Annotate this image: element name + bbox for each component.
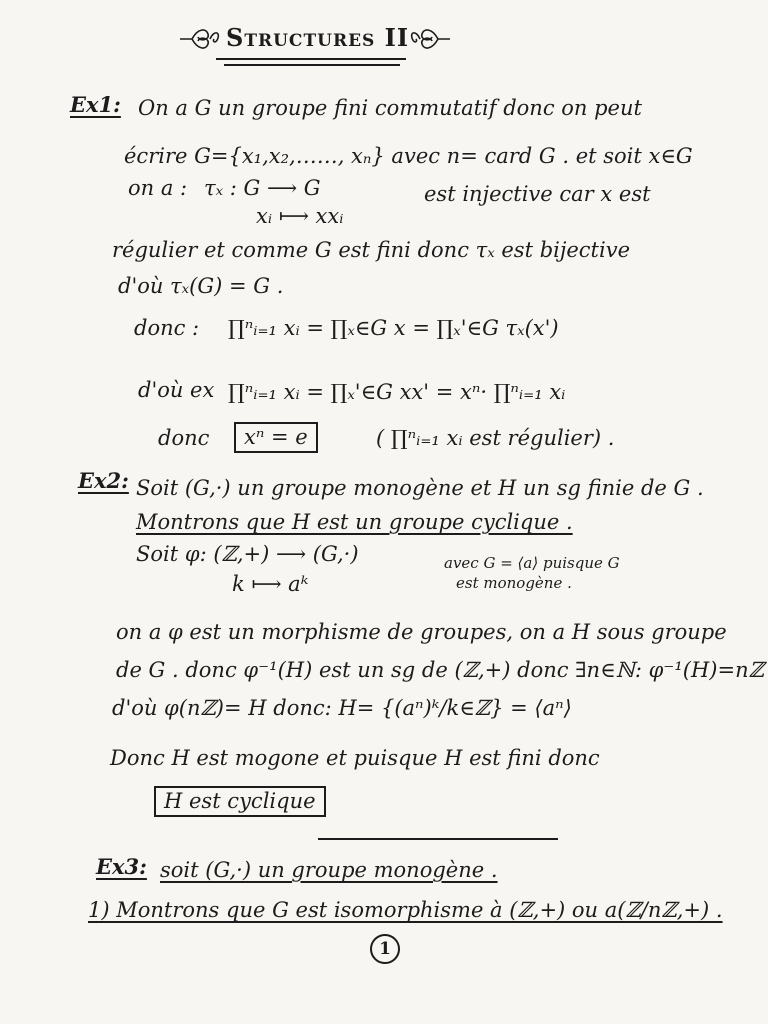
left-ornament-icon <box>178 24 222 54</box>
ex1-line-1: On a G un groupe fini commutatif donc on peut <box>138 96 642 120</box>
ex1-line-6: d'où τₓ(G) = G . <box>118 274 284 298</box>
page-title: Structures II <box>226 23 410 52</box>
ex1-line-9-note: ( ∏ⁿᵢ₌₁ xᵢ est régulier) . <box>376 426 615 450</box>
ex1-tau-map: τₓ : G ⟶ G <box>204 176 321 200</box>
ex1-tau-map-rule: xᵢ ⟼ xxᵢ <box>256 204 344 228</box>
ex2-label: Ex2: <box>78 468 129 493</box>
ex1-line-3-suffix: est injective car x est <box>424 182 651 206</box>
right-ornament-icon <box>408 24 452 54</box>
ex2-line-6: de G . donc φ⁻¹(H) est un sg de (ℤ,+) donc ∃n∈ℕ: φ⁻¹(H)=nℤ <box>116 658 764 682</box>
ex2-phi-map: Soit φ: (ℤ,+) ⟶ (G,·) <box>136 542 359 566</box>
page-number: 1 <box>370 934 400 964</box>
ex2-line-4-note: est monogène . <box>456 574 572 592</box>
ex2-line-7: d'où φ(nℤ)= H donc: H= {(aⁿ)ᵏ/k∈ℤ} = ⟨aⁿ⟩ <box>112 696 572 720</box>
ex2-end-rule <box>318 838 558 840</box>
ex1-line-3-prefix: on a : <box>128 176 188 200</box>
ex2-line-1: Soit (G,·) un groupe monogène et H un sg finie de G . <box>136 476 704 500</box>
ex1-line-7-prefix: donc : <box>134 316 200 340</box>
ex3-label: Ex3: <box>96 854 147 879</box>
ex1-result-box: xⁿ = e <box>234 422 318 453</box>
title-underline-2 <box>224 64 400 66</box>
ex2-line-3-note: avec G = ⟨a⟩ puisque G <box>444 554 620 572</box>
ex3-line-2: 1) Montrons que G est isomorphisme à (ℤ,+) ou a(ℤ/nℤ,+) . <box>88 898 723 922</box>
ex2-line-5: on a φ est un morphisme de groupes, on a H sous groupe <box>116 620 727 644</box>
ex1-line-2: écrire G={x₁,x₂,……, xₙ} avec n= card G . et soit x∈G <box>124 144 693 168</box>
ex1-label: Ex1: <box>70 92 121 117</box>
ex3-line-1: soit (G,·) un groupe monogène . <box>160 858 498 882</box>
ex2-phi-map-rule: k ⟼ aᵏ <box>232 572 309 596</box>
title-underline <box>216 58 406 60</box>
ex2-line-2: Montrons que H est un groupe cyclique . <box>136 510 573 534</box>
ex2-line-8: Donc H est mogone et puisque H est fini donc <box>110 746 600 770</box>
ex1-line-8-prefix: d'où ex <box>138 378 215 402</box>
ex1-product-equation-2: ∏ⁿᵢ₌₁ xᵢ = ∏ₓ'∈G xx' = xⁿ· ∏ⁿᵢ₌₁ xᵢ <box>228 380 566 404</box>
ex1-line-5: régulier et comme G est fini donc τₓ est bijective <box>112 238 630 262</box>
ex1-line-9-prefix: donc <box>158 426 210 450</box>
ex2-result-box: H est cyclique <box>154 786 326 817</box>
ex1-product-equation: ∏ⁿᵢ₌₁ xᵢ = ∏ₓ∈G x = ∏ₓ'∈G τₓ(x') <box>228 316 559 340</box>
